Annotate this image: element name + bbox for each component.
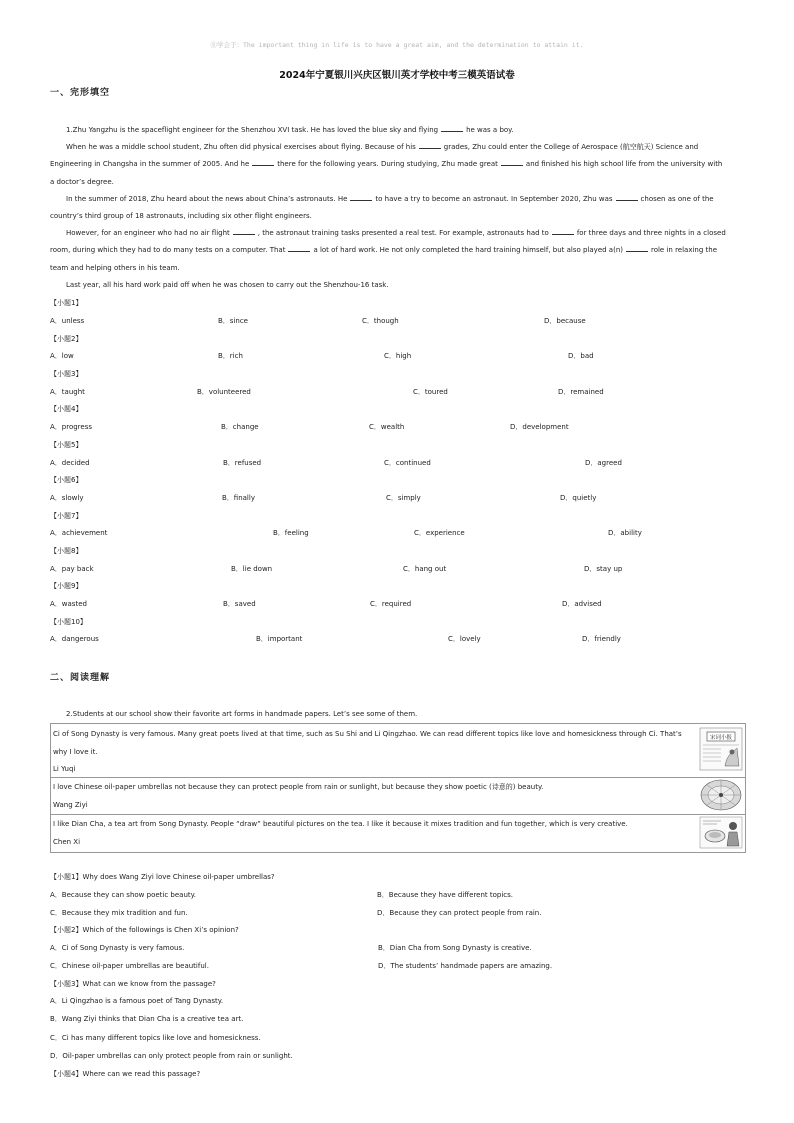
option-d[interactable]: D．because [544, 317, 586, 325]
blank-8 [552, 227, 574, 235]
option-a[interactable]: A．slowly [50, 494, 84, 502]
option-d[interactable]: D．bad [568, 352, 594, 360]
option-c[interactable]: C．though [362, 317, 399, 325]
option-c[interactable]: C．Because they mix tradition and fun. [50, 909, 188, 917]
reading-intro: 2.Students at our school show their favorite art forms in handmade papers. Let’s see some of them. [66, 710, 418, 718]
option-c[interactable]: C．required [370, 600, 412, 608]
option-c[interactable]: C．toured [413, 388, 448, 396]
cloze-line-7: However, for an engineer who had no air flight , the astronaut training tasks presented a real test. For example, astronauts had to for three days and three nights in a closed [66, 229, 726, 237]
cloze-line-4: a doctor’s degree. [50, 178, 114, 186]
option-a[interactable]: A．low [50, 352, 74, 360]
question-label: 【小题7】 [50, 512, 83, 520]
option-a[interactable]: A．pay back [50, 565, 94, 573]
row-author: Wang Ziyi [53, 800, 88, 809]
question-label: 【小题10】 [50, 618, 87, 626]
cloze-line-10: Last year, all his hard work paid off when he was chosen to carry out the Shenzhou-16 task. [66, 281, 389, 289]
section-heading-reading: 二、阅读理解 [50, 673, 111, 683]
option-a[interactable]: A．decided [50, 459, 90, 467]
art-forms-table [50, 723, 746, 853]
option-b[interactable]: B．change [221, 423, 259, 431]
question-label: 【小题3】 [50, 370, 83, 378]
cloze-line-1: 1.Zhu Yangzhu is the spaceflight engineer for the Shenzhou XVI task. He has loved the blue sky and flying he was a boy. [66, 126, 514, 134]
cloze-line-6: country’s third group of 18 astronauts, including six other flight engineers. [50, 212, 312, 220]
blank-1 [441, 124, 463, 132]
option-a[interactable]: A．dangerous [50, 635, 99, 643]
option-c[interactable]: C．continued [384, 459, 431, 467]
option-c[interactable]: C．Ci has many different topics like love and homesickness. [50, 1034, 261, 1042]
row-author: Li Yuqi [53, 765, 76, 773]
question-label: 【小题8】 [50, 547, 83, 555]
blank-9 [288, 244, 310, 252]
question-label: 【小题4】 [50, 405, 83, 413]
option-c[interactable]: C．simply [386, 494, 421, 502]
option-b[interactable]: B．Because they have different topics. [377, 891, 514, 899]
option-a[interactable]: A．Ci of Song Dynasty is very famous. [50, 944, 185, 952]
section-heading-cloze: 一、完形填空 [50, 88, 111, 98]
blank-2 [419, 141, 441, 149]
option-b[interactable]: B．Dian Cha from Song Dynasty is creative. [378, 944, 532, 952]
ci-poem-picture [699, 726, 743, 772]
option-b[interactable]: B．refused [223, 459, 262, 467]
reading-question-3: 【小题3】What can we know from the passage? [50, 980, 216, 988]
reading-question-4: 【小题4】Where can we read this passage? [50, 1070, 201, 1078]
question-label: 【小题1】 [50, 299, 83, 307]
option-b[interactable]: B．rich [218, 352, 243, 360]
cloze-line-5: In the summer of 2018, Zhu heard about the news about China’s astronauts. He to have a try to become an astronaut. In September 2020, Zhu was chosen as one of the [66, 195, 714, 203]
blank-4 [501, 158, 523, 166]
option-d[interactable]: D．friendly [582, 635, 621, 643]
option-d[interactable]: D．The students’ handmade papers are amazing. [378, 962, 553, 970]
option-c[interactable]: C．hang out [403, 565, 447, 573]
option-c[interactable]: C．Chinese oil-paper umbrellas are beautiful. [50, 962, 209, 970]
blank-7 [233, 227, 255, 235]
option-b[interactable]: B．since [218, 317, 248, 325]
blank-3 [252, 158, 274, 166]
option-b[interactable]: B．saved [223, 600, 256, 608]
cloze-line-2: When he was a middle school student, Zhu often did physical exercises about flying. Because of his grades, Zhu could enter the College of Aerospace (航空航天) Science and [66, 143, 699, 151]
option-d[interactable]: D．Oil-paper umbrellas can only protect people from rain or sunlight. [50, 1052, 293, 1060]
page-title: 2024年宁夏银川兴庆区银川英才学校中考三模英语试卷 [279, 70, 515, 81]
row-text-line: why I love it. [53, 747, 98, 756]
picture-caption: 宋词小报 [709, 735, 733, 741]
option-c[interactable]: C．lovely [448, 635, 481, 643]
option-c[interactable]: C．wealth [369, 423, 405, 431]
option-d[interactable]: D．stay up [584, 565, 623, 573]
option-a[interactable]: A．Li Qingzhao is a famous poet of Tang Dynasty. [50, 997, 224, 1005]
row-author: Chen Xi [53, 837, 81, 846]
umbrella-picture [699, 779, 743, 812]
page-motto: Ⓡ学会于：The important thing in life is to have a great aim, and the determination to attain it. [210, 41, 584, 49]
option-d[interactable]: D．remained [558, 388, 604, 396]
option-d[interactable]: D．agreed [585, 459, 622, 467]
option-d[interactable]: D．development [510, 423, 569, 431]
row-text-line: Ci of Song Dynasty is very famous. Many great poets lived at that time, such as Su Shi and Li Qingzhao. We can read different topics like love and homesickness through Ci. That’s [53, 730, 682, 738]
option-a[interactable]: A．wasted [50, 600, 87, 608]
option-c[interactable]: C．high [384, 352, 412, 360]
option-d[interactable]: D．quietly [560, 494, 597, 502]
option-a[interactable]: A．progress [50, 423, 93, 431]
table-row [51, 724, 745, 778]
option-d[interactable]: D．Because they can protect people from rain. [377, 909, 542, 917]
cloze-line-3: Engineering in Changsha in the summer of 2005. And he there for the following years. During studying, Zhu made great and finished his high school life from the university with [50, 160, 723, 168]
table-row [51, 814, 745, 851]
table-row [51, 777, 745, 815]
blank-5 [350, 193, 372, 201]
row-text-line: I like Dian Cha, a tea art from Song Dynasty. People “draw” beautiful pictures on the tea. I like it because it mixes tradition and fun together, which is very creative. [53, 820, 628, 828]
question-label: 【小题5】 [50, 441, 83, 449]
option-b[interactable]: B．important [256, 635, 303, 643]
option-b[interactable]: B．volunteered [197, 388, 251, 396]
option-a[interactable]: A．unless [50, 317, 85, 325]
option-b[interactable]: B．feeling [273, 529, 309, 537]
option-d[interactable]: D．ability [608, 529, 642, 537]
question-label: 【小题2】 [50, 335, 83, 343]
option-a[interactable]: A．Because they can show poetic beauty. [50, 891, 197, 899]
cloze-line-9: team and helping others in his team. [50, 264, 180, 272]
option-a[interactable]: A．achievement [50, 529, 108, 537]
blank-10 [626, 244, 648, 252]
option-b[interactable]: B．Wang Ziyi thinks that Dian Cha is a creative tea art. [50, 1015, 244, 1023]
option-b[interactable]: B．finally [222, 494, 255, 502]
option-c[interactable]: C．experience [414, 529, 465, 537]
reading-question-1: 【小题1】Why does Wang Ziyi love Chinese oil-paper umbrellas? [50, 873, 275, 881]
option-b[interactable]: B．lie down [231, 565, 273, 573]
question-label: 【小题6】 [50, 476, 83, 484]
cloze-line-8: room, during which they had to do many tests on a computer. That a lot of hard work. He not only completed the hard training himself, but also played a(n) role in relaxing the [50, 246, 718, 254]
dian-cha-picture [699, 816, 743, 849]
question-label: 【小题9】 [50, 582, 83, 590]
blank-6 [616, 193, 638, 201]
row-text-line: I love Chinese oil-paper umbrellas not because they can protect people from rain or sunlight, but because they show poetic (诗意的) beauty. [53, 783, 544, 791]
option-d[interactable]: D．advised [562, 600, 602, 608]
reading-question-2: 【小题2】Which of the followings is Chen Xi’s opinion? [50, 926, 239, 934]
option-a[interactable]: A．taught [50, 388, 85, 396]
